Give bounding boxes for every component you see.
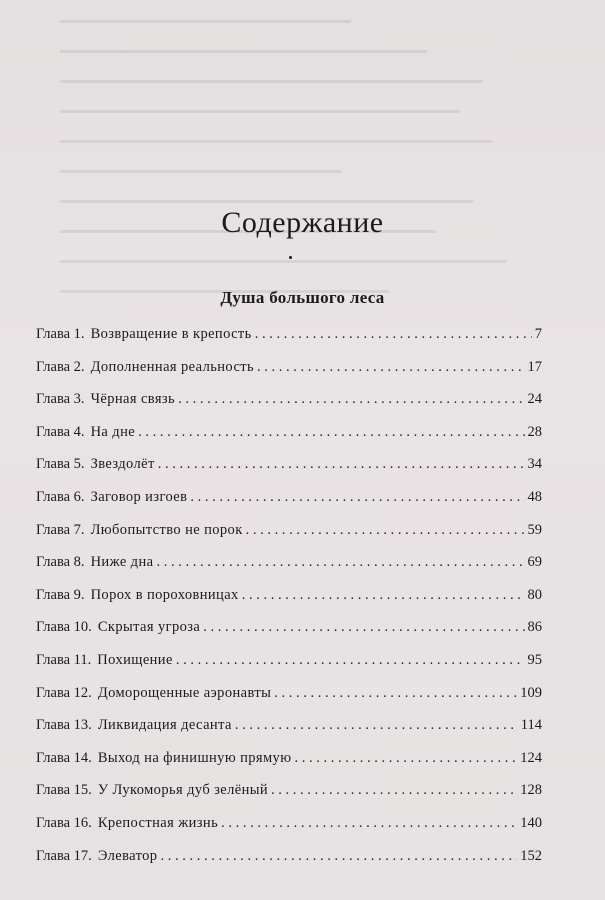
page-number: 80 — [527, 586, 542, 603]
leader-dots — [246, 514, 525, 547]
chapter-label: Глава 17. — [36, 847, 92, 864]
chapter-label: Глава 3. — [36, 391, 85, 408]
toc-entry-5[interactable] — [36, 448, 542, 481]
chapter-label: Глава 16. — [36, 814, 92, 831]
chapter-title: Любопытство не порок — [90, 521, 243, 538]
chapter-title: У Лукоморья дуб зелёный — [97, 782, 269, 799]
chapter-label: Глава 8. — [36, 554, 85, 571]
toc-entry-9[interactable] — [36, 579, 542, 612]
leader-dots — [242, 579, 525, 612]
chapter-label: Глава 2. — [36, 358, 85, 375]
page-title: Содержание — [221, 206, 384, 239]
chapter-label: Глава 10. — [36, 619, 92, 636]
page-number: 114 — [520, 717, 542, 734]
chapter-label: Глава 11. — [36, 651, 92, 668]
bleed-through-text — [60, 20, 530, 310]
section-title: Душа большого леса — [220, 288, 385, 307]
page-number: 34 — [527, 456, 542, 473]
toc-entry-6[interactable] — [36, 481, 542, 514]
page-number: 86 — [527, 619, 542, 636]
leader-dots — [294, 742, 517, 775]
page-number: 24 — [527, 391, 542, 408]
page-number: 95 — [527, 651, 542, 668]
chapter-title: Крепостная жизнь — [97, 814, 219, 831]
chapter-title: Элеватор — [97, 847, 158, 864]
page-number: 140 — [520, 814, 542, 831]
page-number: 48 — [527, 488, 542, 505]
chapter-title: Возвращение в крепость — [90, 326, 252, 342]
chapter-label: Глава 14. — [36, 749, 92, 766]
toc-entry-11[interactable] — [36, 644, 542, 677]
toc-entry-15[interactable] — [36, 774, 542, 807]
chapter-title: На дне — [90, 423, 136, 440]
toc-entry-12[interactable] — [36, 677, 542, 710]
toc-entry-2[interactable] — [36, 351, 542, 384]
toc-entry-13[interactable] — [36, 709, 542, 742]
page-number: 128 — [520, 782, 542, 799]
page-number: 7 — [534, 326, 542, 342]
leader-dots — [255, 318, 532, 351]
leader-dots — [203, 611, 524, 644]
toc-entry-7[interactable] — [36, 514, 542, 547]
chapter-label: Глава 5. — [36, 456, 85, 473]
page-number: 28 — [527, 423, 542, 440]
chapter-label: Глава 9. — [36, 586, 85, 603]
chapter-title: Доморощенные аэронавты — [97, 684, 272, 701]
page-number: 124 — [520, 749, 542, 766]
toc-entry-17[interactable] — [36, 840, 542, 873]
leader-dots — [190, 481, 524, 514]
chapter-title: Скрытая угроза — [97, 619, 201, 636]
toc-entry-14[interactable] — [36, 742, 542, 775]
table-of-contents — [36, 318, 542, 872]
toc-entry-10[interactable] — [36, 611, 542, 644]
leader-dots — [138, 416, 524, 449]
chapter-title: Порох в пороховницах — [90, 586, 239, 603]
chapter-title: Ниже дна — [90, 554, 154, 571]
chapter-label: Глава 15. — [36, 782, 92, 799]
leader-dots — [158, 448, 525, 481]
page-number: 109 — [520, 684, 542, 701]
chapter-label: Глава 4. — [36, 423, 85, 440]
page-number: 69 — [527, 554, 542, 571]
leader-dots — [221, 807, 517, 840]
page-number: 59 — [527, 521, 542, 538]
toc-entry-3[interactable] — [36, 383, 542, 416]
chapter-label: Глава 7. — [36, 521, 85, 538]
leader-dots — [178, 383, 524, 416]
chapter-label: Глава 1. — [36, 326, 85, 342]
leader-dots — [235, 709, 518, 742]
chapter-title: Заговор изгоев — [90, 488, 188, 505]
chapter-title: Звездолёт — [90, 456, 155, 473]
chapter-title: Дополненная реальность — [90, 358, 255, 375]
toc-entry-8[interactable] — [36, 546, 542, 579]
leader-dots — [257, 351, 524, 384]
toc-entry-16[interactable] — [36, 807, 542, 840]
leader-dots — [176, 644, 525, 677]
leader-dots — [274, 677, 517, 710]
chapter-label: Глава 12. — [36, 684, 92, 701]
chapter-label: Глава 13. — [36, 717, 92, 734]
page-number: 17 — [527, 358, 542, 375]
leader-dots — [271, 774, 517, 807]
title-ornament-dot — [289, 256, 292, 259]
toc-entry-4[interactable] — [36, 416, 542, 449]
leader-dots — [156, 546, 524, 579]
toc-entry-1[interactable] — [36, 318, 542, 351]
chapter-title: Чёрная связь — [90, 391, 176, 408]
page-number: 152 — [520, 847, 542, 864]
leader-dots — [160, 840, 517, 873]
chapter-title: Выход на финишную прямую — [97, 749, 292, 766]
chapter-title: Ликвидация десанта — [97, 717, 232, 734]
chapter-label: Глава 6. — [36, 488, 85, 505]
chapter-title: Похищение — [97, 651, 173, 668]
